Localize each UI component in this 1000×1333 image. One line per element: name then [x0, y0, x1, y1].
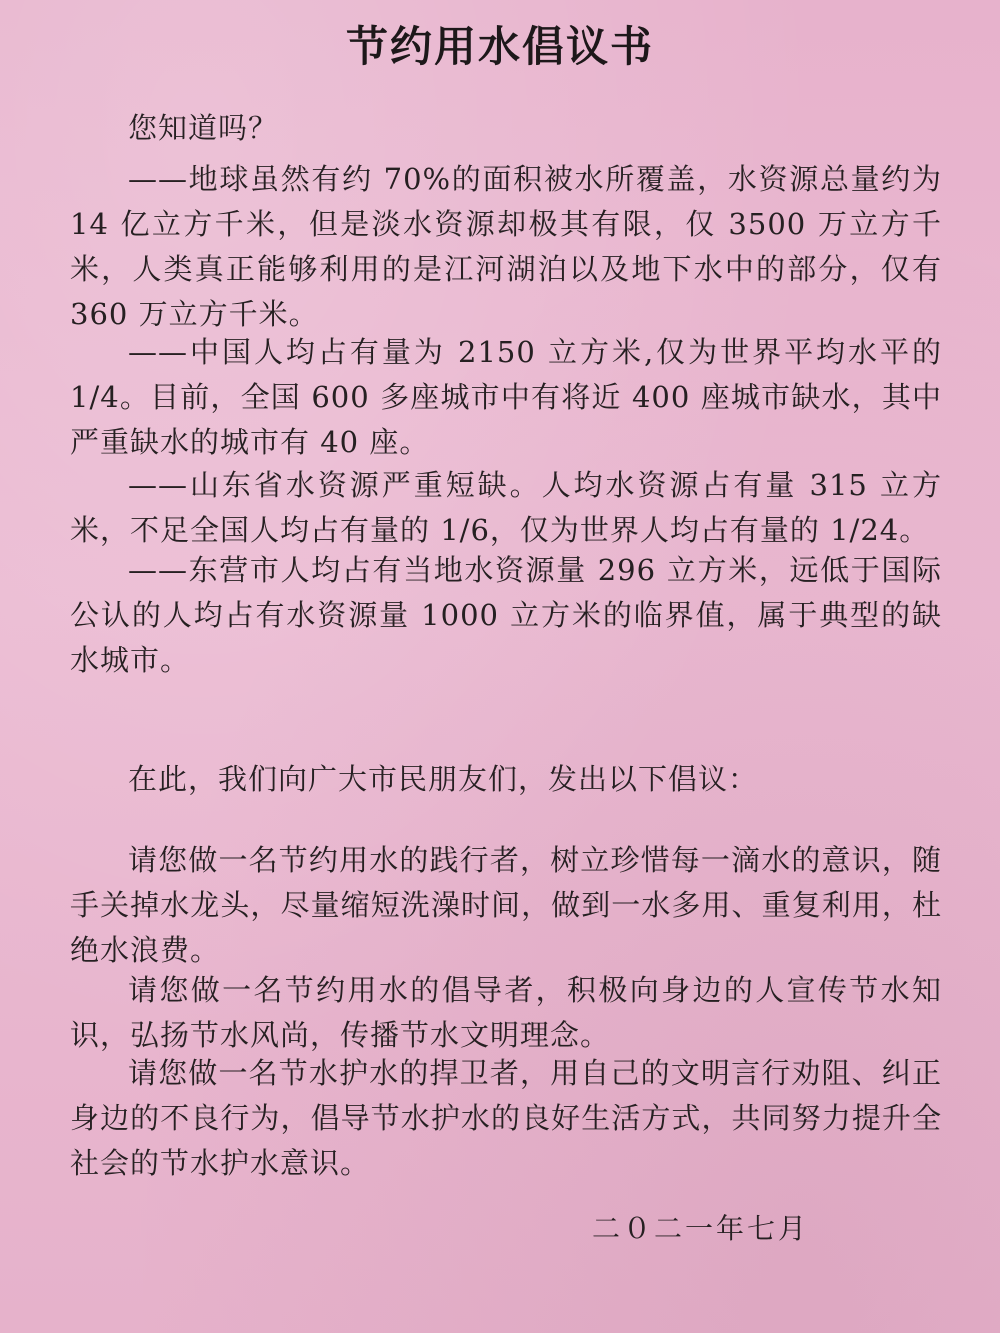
intro-text: 您知道吗？ — [128, 111, 279, 145]
intro-line — [70, 106, 942, 151]
fact-paragraph-shandong — [70, 463, 942, 553]
fact-text: ——地球虽然有约 70%的面积被水所覆盖，水资源总量约为 14 亿立方千米，但是淡水资源却极其有限，仅 3500 万立方千米，人类真正能够利用的是江河湖泊以及地下水中的部分，仅有 360 万立方千米。 — [70, 162, 942, 331]
fact-paragraph-dongying — [70, 548, 942, 683]
proposal-text: 请您做一名节约用水的倡导者，积极向身边的人宣传节水知识，弘扬节水风尚，传播节水文明理念。 — [70, 973, 942, 1052]
document-date: 二０二一年七月 — [592, 1212, 810, 1245]
fact-paragraph-china — [70, 330, 942, 465]
proposal-text: 请您做一名节约用水的践行者，树立珍惜每一滴水的意识，随手关掉水龙头，尽量缩短洗澡时间，做到一水多用、重复利用，杜绝水浪费。 — [70, 843, 942, 967]
document-title: 节约用水倡议书 — [345, 22, 654, 71]
fact-text: ——山东省水资源严重短缺。人均水资源占有量 315 立方米，不足全国人均占有量的 1/6，仅为世界人均占有量的 1/24。 — [70, 468, 942, 547]
proposal-paragraph-practitioner — [70, 838, 942, 973]
proposal-paragraph-advocate — [70, 968, 942, 1058]
call-paragraph — [70, 757, 942, 802]
fact-text: ——东营市人均占有当地水资源量 296 立方米，远低于国际公认的人均占有水资源量 1000 立方米的临界值，属于典型的缺水城市。 — [70, 553, 942, 677]
call-text: 在此，我们向广大市民朋友们，发出以下倡议： — [128, 762, 759, 796]
proposal-paragraph-defender — [70, 1051, 942, 1186]
fact-paragraph-earth — [70, 157, 942, 337]
fact-text: ——中国人均占有量为 2150 立方米,仅为世界平均水平的 1/4。目前，全国 600 多座城市中有将近 400 座城市缺水，其中严重缺水的城市有 40 座。 — [70, 335, 943, 459]
proposal-text: 请您做一名节水护水的捍卫者，用自己的文明言行劝阻、纠正身边的不良行为，倡导节水护水的良好生活方式，共同努力提升全社会的节水护水意识。 — [70, 1056, 942, 1180]
